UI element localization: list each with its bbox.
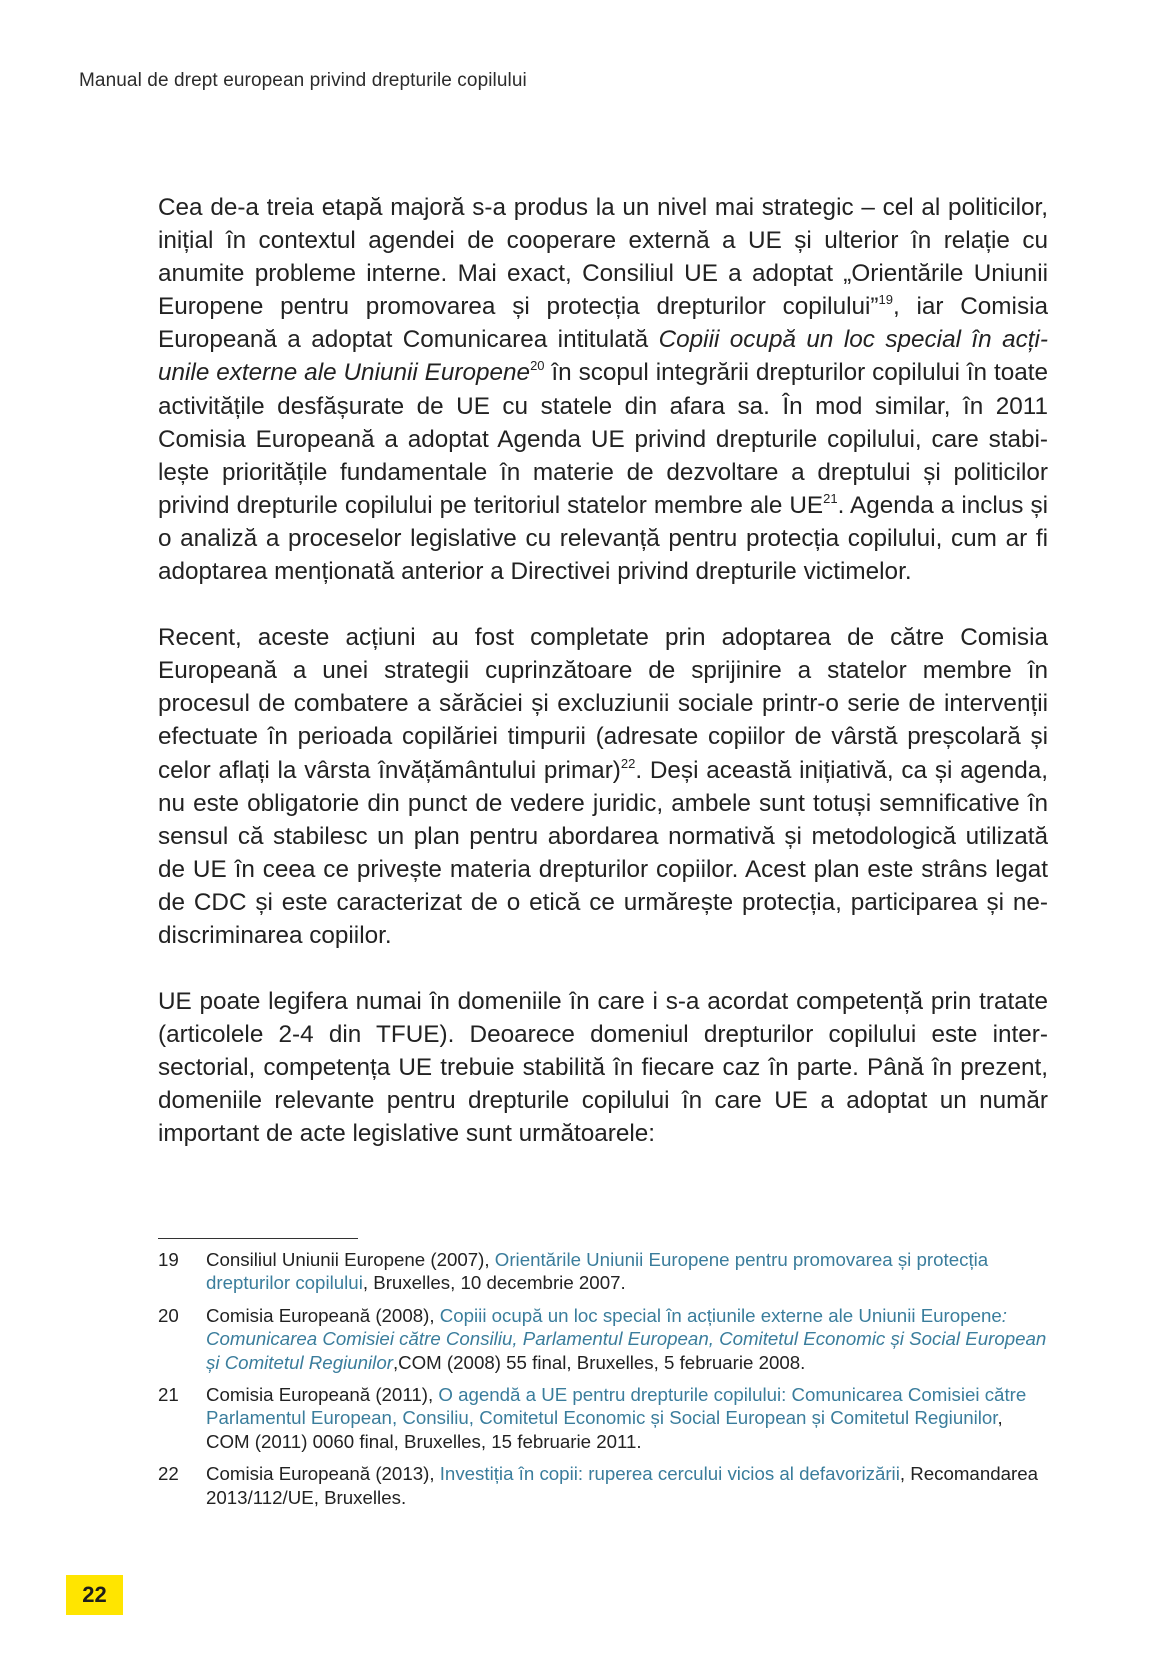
footnote-number: 19: [158, 1249, 179, 1270]
footnote-source: Comisia Europeană (2008),: [206, 1304, 440, 1326]
footnote-ref-19[interactable]: 19: [878, 292, 893, 308]
footnote-ref-21[interactable]: 21: [823, 490, 838, 506]
footnote-text: [206, 1383, 1048, 1453]
footnote-link-italic[interactable]: : Comunicarea Comisiei către Consiliu, Parlamentul European, Comitetul Economic și Social European și Comitetul Regiunilor: [206, 1304, 1047, 1373]
paragraph-1-text-d: . Agenda a inclus și o analiză a proceselor legislative cu relevanță pentru protecția copilului, cum ar fi adoptarea menționată anterior a Directivei privind drepturile victimelor.: [158, 491, 1048, 586]
body-text: [158, 191, 1048, 1184]
paragraph-2: [158, 621, 1048, 952]
footnote-details: , COM (2011) 0060 final, Bruxelles, 15 februarie 2011.: [206, 1407, 1003, 1452]
paragraph-1-italic-title: Copiii ocupă un loc special în acțiunile externe ale Uniunii Europene: [158, 326, 1048, 387]
footnote-details: , Bruxelles, 10 decembrie 2007.: [362, 1272, 626, 1294]
footnote-link[interactable]: Orientările Uniunii Europene pentru promovarea și protecția drepturilor copilului: [206, 1249, 989, 1294]
running-header: Manual de drept european privind drepturile copilului: [79, 70, 527, 91]
footnote-divider: [158, 1238, 358, 1239]
paragraph-3: UE poate legifera numai în domeniile în care i s-a acordat competență prin tratate (articolele 2-4 din TFUE). Deoarece domeniul drepturilor copilului este intersectorial, competența UE trebuie stabilită în fiecare caz în parte. Până în prezent, domeniile relevante pentru drepturile copilului în care UE a adoptat un număr important de acte legislative sunt următoarele:: [158, 988, 1048, 1148]
footnote-ref-20[interactable]: 20: [530, 358, 545, 374]
paragraph-2-text-a: Recent, aceste acțiuni au fost completate prin adoptarea de către Comisia Europeană a unei strategii cuprinzătoare de sprijinire a statelor membre în procesul de combatere a sărăciei și excluziunii sociale printr-o serie de intervenții efectuate în perioada copilăriei timpurii (adresate copiilor de vârstă preșcolară și celor aflați la vârsta învățământului primar): [158, 624, 1048, 784]
footnote-number: 20: [158, 1304, 179, 1326]
paragraph-2-text-b: . Deși această inițiativă, ca și agenda, nu este obligatorie din punct de vedere juridic, ambele sunt totuși semnificative în sensul că stabilesc un plan pentru abordarea normativă și metodologică utilizată de UE în ceea ce privește materia drepturilor copiilor. Acest plan este strâns legat de CDC și este caracterizat de o etică ce urmărește protecția, participarea și nediscriminarea copiilor.: [158, 756, 1048, 949]
paragraph-1: [158, 191, 1048, 588]
footnote-text: [206, 1248, 1048, 1295]
footnote-number: 22: [158, 1463, 179, 1485]
footnote-21: [158, 1383, 1048, 1453]
footnote-number: 21: [158, 1384, 179, 1406]
footnote-19: [158, 1248, 1048, 1295]
footnote-details: ,COM (2008) 55 final, Bruxelles, 5 februarie 2008.: [392, 1351, 806, 1373]
footnote-text: [206, 1304, 1048, 1374]
footnote-ref-22[interactable]: 22: [620, 755, 636, 771]
footnote-link[interactable]: Investiția în copii: ruperea cercului vicios al defavorizării: [439, 1463, 900, 1485]
footnote-link[interactable]: O agendă a UE pentru drepturile copilului: Comunicarea Comisiei către Parlamentul European, Consiliu, Comitetul Economic și Social European și Comitetul Regiunilor: [206, 1384, 1027, 1429]
footnote-22: [158, 1462, 1048, 1509]
footnotes: [158, 1248, 1048, 1518]
footnote-source: Comisia Europeană (2013),: [206, 1463, 440, 1485]
footnote-source: Consiliul Uniunii Europene (2007),: [206, 1249, 495, 1270]
footnote-link[interactable]: Copiii ocupă un loc special în acțiunile externe ale Uniunii Europene: [439, 1304, 1002, 1326]
footnote-20: [158, 1304, 1048, 1374]
paragraph-1-text-b: , iar Comisia Europeană a adoptat Comunicarea intitulată: [158, 293, 1049, 354]
page-number: 22: [66, 1575, 123, 1615]
footnote-source: Comisia Europeană (2011),: [206, 1384, 439, 1406]
footnote-text: [206, 1462, 1048, 1509]
paragraph-1-text-c: în scopul integrării drepturilor copilului în toate activitățile desfășurate de UE cu statele din afara sa. În mod similar, în 2011 Comisia Europeană a adoptat Agenda UE privind drepturile copilului, care stabilește prioritățile fundamentale în materie de dezvoltare a dreptului și politicilor privind drepturile copilului pe teritoriul statelor membre ale UE: [158, 359, 1048, 519]
footnote-details: , Recomandarea 2013/112/UE, Bruxelles.: [206, 1463, 1039, 1508]
paragraph-1-text-a: Cea de-a treia etapă majoră s-a produs la un nivel mai strategic – cel al politicilor, inițial în contextul agendei de cooperare externă a UE și ulterior în relație cu anumite probleme interne. Mai exact, Consiliul UE a adoptat „Orientările Uniunii Europene pentru promovarea și protecția drepturilor copilului”: [158, 194, 1048, 321]
